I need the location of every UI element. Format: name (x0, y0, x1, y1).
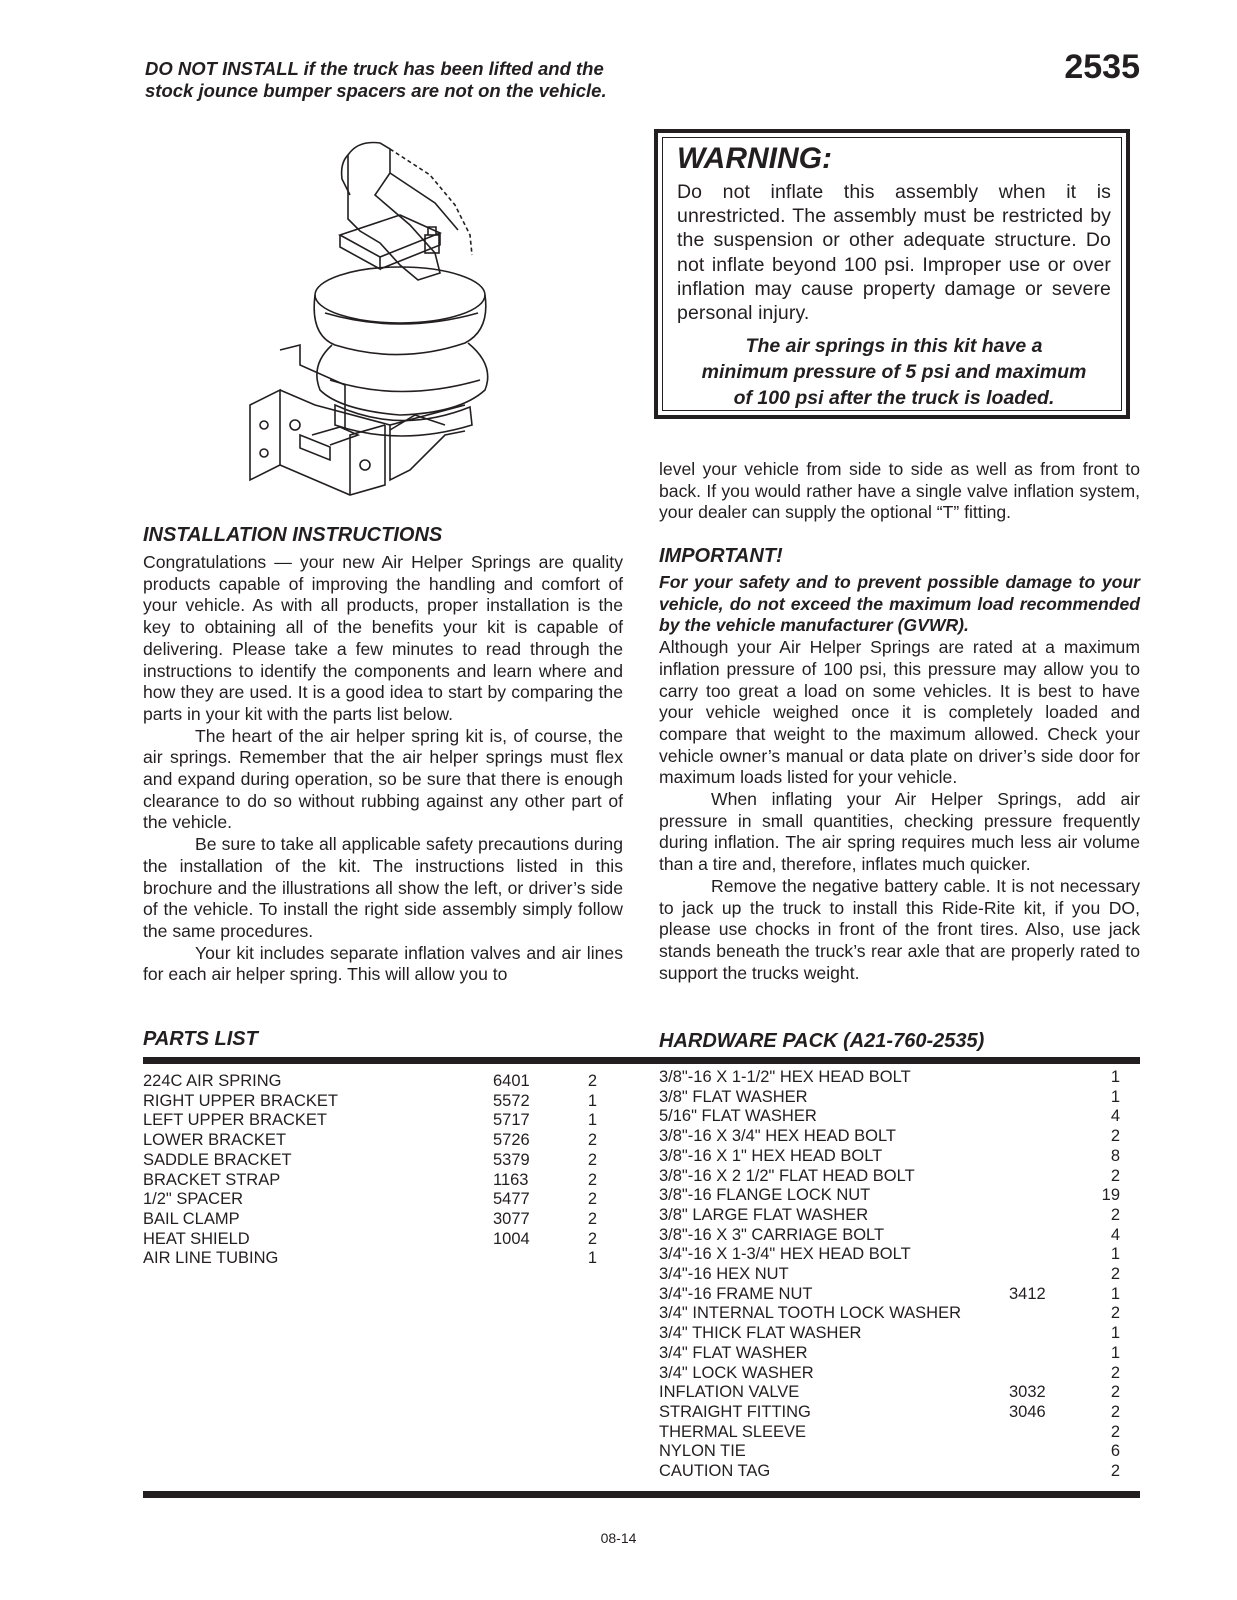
important-paragraph: Remove the negative battery cable. It is not necessary to jack up the truck to install this Ride-Rite kit, if you DO, please use chocks in front of the front tires. Also, use jack stands beneath the truck’s rear axle that are properly rated to support the trucks weight. (659, 875, 1140, 983)
part-name: 3/4"-16 X 1-3/4" HEX HEAD BOLT (659, 1245, 911, 1264)
parts-row (143, 1072, 597, 1092)
parts-list-heading: PARTS LIST (143, 1028, 258, 1050)
divider-rule (143, 1491, 1140, 1498)
model-number: 2535 (1064, 48, 1140, 86)
installation-paragraph: The heart of the air helper spring kit is, of course, the air springs. Remember that the air helper springs must flex and expand during operation, so be sure that there is enough clearance to do so without rubbing against any other part of the vehicle. (143, 725, 623, 833)
part-qty: 2 (587, 1229, 597, 1248)
warning-body: Do not inflate this assembly when it is unrestricted. The assembly must be restricted by the suspension or other adequate structure. Do not inflate beyond 100 psi. Improper use or over inflation may cause property damage or severe personal injury. (677, 181, 1111, 325)
parts-row (659, 1206, 1120, 1226)
part-qty: 2 (587, 1209, 597, 1228)
part-name: STRAIGHT FITTING (659, 1402, 811, 1421)
part-part: 3412 (1009, 1284, 1046, 1303)
part-part: 3046 (1009, 1402, 1046, 1421)
part-name: BRACKET STRAP (143, 1170, 281, 1189)
part-qty: 1 (1110, 1245, 1120, 1264)
part-part (1009, 1088, 1099, 1108)
part-qty: 2 (587, 1072, 597, 1090)
parts-row (659, 1147, 1120, 1167)
part-name: LOWER BRACKET (143, 1131, 287, 1150)
installation-heading: INSTALLATION INSTRUCTIONS (143, 524, 443, 546)
pressure-note-line: minimum pressure of 5 psi and maximum (701, 361, 1087, 384)
part-name: 3/8"-16 X 2 1/2" FLAT HEAD BOLT (659, 1166, 915, 1185)
part-qty: 2 (587, 1150, 597, 1169)
parts-row (659, 1245, 1120, 1265)
parts-row (659, 1226, 1120, 1246)
part-qty: 1 (587, 1249, 597, 1268)
important-bold-text: For your safety and to prevent possible damage to your vehicle, do not exceed the maximum load recommended by the vehicle manufacturer (GVWR). (659, 572, 1140, 636)
part-part (1009, 1167, 1099, 1187)
part-qty: 2 (1110, 1304, 1120, 1323)
part-part (1009, 1344, 1099, 1364)
part-qty: 2 (1110, 1462, 1120, 1481)
part-name: 3/8"-16 X 3/4" HEX HEAD BOLT (659, 1127, 897, 1146)
parts-list-table (143, 1072, 597, 1269)
air-spring-assembly-illustration (240, 135, 510, 515)
important-heading: IMPORTANT! (659, 545, 783, 567)
part-name: LEFT UPPER BRACKET (143, 1111, 327, 1130)
part-part (1009, 1206, 1099, 1226)
part-name: NYLON TIE (659, 1442, 746, 1461)
part-part: 1004 (493, 1229, 530, 1248)
pressure-note (677, 333, 1111, 411)
parts-row (659, 1304, 1120, 1324)
part-name: HEAT SHIELD (143, 1229, 250, 1248)
part-name: 3/8"-16 X 1" HEX HEAD BOLT (659, 1146, 883, 1165)
parts-row (659, 1068, 1120, 1088)
part-part: 5717 (493, 1111, 530, 1130)
part-part (1009, 1423, 1099, 1443)
part-part (1009, 1068, 1099, 1088)
parts-row (143, 1151, 597, 1171)
part-name: 3/8"-16 X 1-1/2" HEX HEAD BOLT (659, 1068, 911, 1086)
part-name: 3/4" INTERNAL TOOTH LOCK WASHER (659, 1304, 962, 1323)
part-qty: 8 (1110, 1146, 1120, 1165)
part-part (1009, 1265, 1099, 1285)
parts-row (143, 1210, 597, 1230)
part-part (1009, 1127, 1099, 1147)
part-part (1009, 1147, 1099, 1167)
part-qty: 2 (1110, 1265, 1120, 1284)
warning-box (654, 129, 1130, 419)
part-qty: 4 (1110, 1107, 1120, 1126)
divider-rule (143, 1057, 1140, 1064)
part-part (1009, 1107, 1099, 1127)
part-name: 3/4"-16 FRAME NUT (659, 1284, 813, 1303)
part-part (1009, 1186, 1099, 1206)
part-qty: 6 (1110, 1442, 1120, 1461)
pressure-note-line: of 100 psi after the truck is loaded. (733, 387, 1055, 410)
part-qty: 2 (587, 1190, 597, 1209)
important-paragraph: Although your Air Helper Springs are rated at a maximum inflation pressure of 100 psi, this pressure may allow you to carry too great a load on some vehicles. It is best to have your vehicle weighed once it is completely loaded and compare that weight to the maximum allowed. Check your vehicle owner’s manual or data plate on driver’s side door for maximum loads listed for your vehicle. (659, 637, 1140, 788)
part-part: 5572 (493, 1091, 530, 1110)
installation-text (143, 552, 623, 986)
part-qty: 2 (587, 1170, 597, 1189)
parts-row (143, 1171, 597, 1191)
parts-row (659, 1167, 1120, 1187)
install-warning-text: DO NOT INSTALL if the truck has been lifted and the stock jounce bumper spacers are not on the vehicle. (145, 58, 607, 101)
parts-row (659, 1324, 1120, 1344)
parts-row (659, 1107, 1120, 1127)
warning-title: WARNING: (677, 142, 832, 175)
part-name: 3/4" THICK FLAT WASHER (659, 1324, 862, 1343)
installation-continued: level your vehicle from side to side as well as from front to back. If you would rather have a single valve inflation system, your dealer can supply the optional “T” fitting. (659, 459, 1140, 523)
pressure-note-line: The air springs in this kit have a (745, 335, 1043, 358)
part-qty: 2 (1110, 1127, 1120, 1146)
part-part: 6401 (493, 1072, 530, 1090)
part-name: 3/8"-16 X 3" CARRIAGE BOLT (659, 1225, 885, 1244)
parts-row (659, 1265, 1120, 1285)
part-qty: 1 (1110, 1343, 1120, 1362)
part-qty: 1 (587, 1091, 597, 1110)
parts-row (659, 1186, 1120, 1206)
part-qty: 2 (1110, 1402, 1120, 1421)
part-name: BAIL CLAMP (143, 1209, 240, 1228)
parts-row (659, 1364, 1120, 1384)
part-qty: 2 (587, 1131, 597, 1150)
parts-row (143, 1249, 597, 1269)
part-part (1009, 1462, 1099, 1482)
part-qty: 2 (1110, 1422, 1120, 1441)
part-qty: 1 (1110, 1324, 1120, 1343)
part-qty: 2 (1110, 1383, 1120, 1402)
part-part: 1163 (493, 1170, 529, 1189)
hardware-pack-table (659, 1068, 1120, 1482)
parts-row (659, 1403, 1120, 1423)
part-part (1009, 1304, 1099, 1324)
footer-code: 08-14 (600, 1530, 637, 1546)
important-text (659, 572, 1140, 984)
part-part (493, 1249, 583, 1269)
part-name: 3/8" FLAT WASHER (659, 1087, 808, 1106)
part-name: 224C AIR SPRING (143, 1072, 282, 1090)
part-qty: 2 (1110, 1205, 1120, 1224)
part-name: AIR LINE TUBING (143, 1249, 279, 1268)
parts-row (143, 1092, 597, 1112)
important-paragraph: When inflating your Air Helper Springs, add air pressure in small quantities, checking pressure frequently during inflation. The air spring requires much less air volume than a tire and, therefore, inflates much quicker. (659, 789, 1140, 875)
part-name: RIGHT UPPER BRACKET (143, 1091, 338, 1110)
part-part (1009, 1364, 1099, 1384)
installation-paragraph: Congratulations — your new Air Helper Springs are quality products capable of improving the handling and comfort of your vehicle. As with all products, proper installation is the key to obtaining all of the benefits your kit is capable of delivering. Please take a few minutes to read through the instructions to identify the components and learn where and how they are used. It is a good idea to start by comparing the parts in your kit with the parts list below. (143, 552, 623, 724)
part-qty: 4 (1110, 1225, 1120, 1244)
parts-row (659, 1442, 1120, 1462)
parts-row (143, 1190, 597, 1210)
part-part (1009, 1442, 1099, 1462)
part-name: 3/4" FLAT WASHER (659, 1343, 808, 1362)
part-name: 3/8" LARGE FLAT WASHER (659, 1205, 869, 1224)
part-part (1009, 1245, 1099, 1265)
part-part (1009, 1226, 1099, 1246)
part-part: 3077 (493, 1209, 530, 1228)
part-name: 3/4" LOCK WASHER (659, 1363, 814, 1382)
part-part: 3032 (1009, 1383, 1046, 1402)
parts-row (659, 1088, 1120, 1108)
part-part: 5379 (493, 1150, 530, 1169)
part-qty: 1 (1110, 1068, 1120, 1086)
part-name: INFLATION VALVE (659, 1383, 800, 1402)
part-name: THERMAL SLEEVE (659, 1422, 807, 1441)
part-name: 3/8"-16 FLANGE LOCK NUT (659, 1186, 871, 1205)
part-qty: 2 (1110, 1363, 1120, 1382)
part-part: 5726 (493, 1131, 530, 1150)
part-qty: 2 (1110, 1166, 1120, 1185)
part-name: 5/16" FLAT WASHER (659, 1107, 817, 1126)
parts-row (659, 1462, 1120, 1482)
parts-row (143, 1111, 597, 1131)
part-qty: 1 (1110, 1087, 1120, 1106)
installation-paragraph: Your kit includes separate inflation valves and air lines for each air helper spring. This will allow you to (143, 942, 623, 985)
part-name: CAUTION TAG (659, 1462, 771, 1481)
parts-row (659, 1127, 1120, 1147)
parts-row (659, 1344, 1120, 1364)
parts-row (659, 1383, 1120, 1403)
part-qty: 19 (1101, 1186, 1120, 1205)
parts-row (143, 1131, 597, 1151)
part-name: SADDLE BRACKET (143, 1150, 292, 1169)
part-part (1009, 1324, 1099, 1344)
part-qty: 1 (1110, 1284, 1120, 1303)
hardware-pack-heading: HARDWARE PACK (A21-760-2535) (659, 1030, 985, 1052)
parts-row (659, 1285, 1120, 1305)
parts-row (659, 1423, 1120, 1443)
part-qty: 1 (587, 1111, 597, 1130)
parts-row (143, 1230, 597, 1250)
installation-paragraph: Be sure to take all applicable safety precautions during the installation of the kit. The instructions listed in this brochure and the illustrations all show the left, or driver’s side of the vehicle. To install the right side assembly simply follow the same procedures. (143, 834, 623, 941)
part-part: 5477 (493, 1190, 530, 1209)
part-name: 1/2" SPACER (143, 1190, 244, 1209)
part-name: 3/4"-16 HEX NUT (659, 1265, 789, 1284)
